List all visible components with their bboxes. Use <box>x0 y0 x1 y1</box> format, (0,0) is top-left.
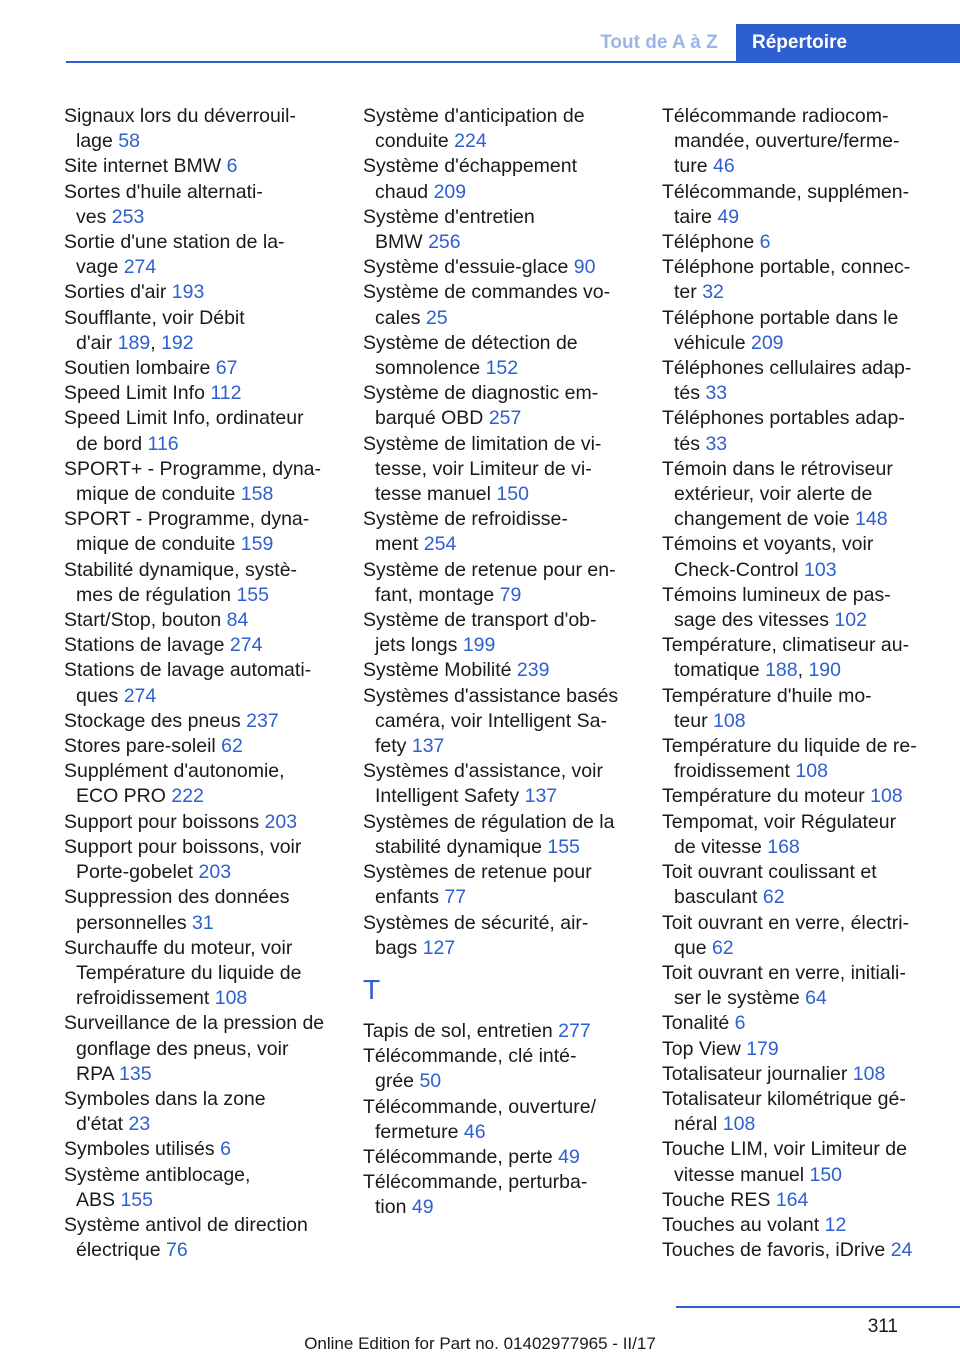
index-entry <box>662 911 934 961</box>
page-link[interactable]: 152 <box>485 357 519 380</box>
page-link[interactable]: 33 <box>705 432 728 455</box>
page-link[interactable]: 76 <box>165 1239 188 1262</box>
index-entry <box>662 1087 934 1137</box>
page-link[interactable]: 150 <box>496 483 529 506</box>
page-link[interactable]: 64 <box>805 987 827 1010</box>
page-link[interactable]: 190 <box>808 659 841 682</box>
index-term: Télécommande, perturba- tion <box>363 1171 588 1219</box>
index-term: Touche LIM, voir Limiteur de vitesse manuel <box>662 1138 907 1186</box>
index-term: Start/Stop, bouton <box>64 609 227 632</box>
index-term: Système de commandes vo- cales <box>363 281 611 329</box>
index-entry <box>64 835 336 885</box>
index-entry: Soufflante, voir Débit d'air 189, 192 <box>64 306 245 354</box>
index-term: Speed Limit Info, ordinateur de bord <box>64 407 304 455</box>
index-entry <box>662 961 934 1011</box>
index-entry <box>363 104 635 154</box>
index-term: Témoin dans le rétroviseur extérieur, voir alerte de changement de voie <box>662 457 893 531</box>
page-link[interactable]: 12 <box>824 1213 847 1236</box>
index-term: Site internet BMW <box>64 155 227 178</box>
index-entry <box>64 658 336 708</box>
index-term: Température du moteur <box>662 785 871 808</box>
index-entry <box>662 1062 934 1087</box>
index-entry <box>662 684 934 734</box>
index-entry <box>662 356 934 406</box>
index-term: Stockage des pneus <box>64 709 247 732</box>
index-entry <box>662 255 934 305</box>
page-link[interactable]: 193 <box>171 281 205 304</box>
index-term: Symboles dans la zone d'état <box>64 1087 266 1136</box>
page-link[interactable]: 46 <box>463 1120 486 1143</box>
index-term: Toit ouvrant en verre, initiali- ser le système <box>662 961 906 1010</box>
index-entry <box>64 381 336 406</box>
index-entry <box>363 205 635 255</box>
page-link[interactable]: 150 <box>809 1163 843 1186</box>
index-entry <box>64 734 336 759</box>
index-term: Témoins lumineux de pas- sage des vitesses <box>662 583 891 632</box>
page-link[interactable]: 203 <box>264 810 298 833</box>
page-link[interactable]: 155 <box>236 583 269 606</box>
index-term: Systèmes d'assistance, voir Intelligent Safety <box>363 760 603 808</box>
index-entry <box>363 154 635 204</box>
page-link[interactable]: 46 <box>713 155 735 178</box>
index-term: Système de refroidisse- ment <box>363 508 568 556</box>
index-term: SPORT - Programme, dyna- mique de conduite <box>64 508 310 556</box>
index-term: Systèmes de sécurité, air- bags <box>363 911 589 959</box>
index-term: Sorties d'air <box>64 281 172 304</box>
page-link[interactable]: 209 <box>750 331 784 354</box>
index-entry <box>64 885 336 935</box>
index-entry <box>662 583 934 633</box>
index-term: Système d'entretien BMW <box>363 205 535 254</box>
page-link[interactable]: 224 <box>454 130 487 153</box>
index-term: Stores pare-soleil <box>64 735 222 758</box>
index-entry <box>363 658 635 683</box>
index-term: Soutien lombaire <box>64 357 216 380</box>
index-entry <box>64 457 336 507</box>
index-term: Supplément d'autonomie, ECO PRO <box>64 760 285 808</box>
index-term: Surveillance de la pression de gonflage des pneus, voir RPA <box>64 1012 325 1085</box>
index-term: Témoins et voyants, voir Check-Control <box>662 533 874 581</box>
index-term: Systèmes d'assistance basés caméra, voir Intelligent Sa- fety <box>363 684 619 758</box>
index-entry <box>662 784 934 809</box>
index-entry <box>64 356 336 381</box>
index-term: Système de limitation de vi- tesse, voir Limiteur de vi- tesse manuel <box>363 432 602 506</box>
index-entry <box>363 759 635 809</box>
index-entry <box>363 1044 635 1094</box>
index-term: Systèmes de retenue pour enfants <box>363 861 592 909</box>
page-link[interactable]: 237 <box>246 709 279 732</box>
index-column-3 <box>662 104 934 1263</box>
page-link[interactable]: 135 <box>119 1062 152 1085</box>
index-term: Température d'huile mo- teur <box>662 684 872 732</box>
page-link[interactable]: 108 <box>870 785 903 808</box>
index-entry <box>363 1170 635 1220</box>
index-term: Touches au volant <box>662 1213 825 1236</box>
page-link[interactable]: 192 <box>161 331 194 354</box>
index-entry <box>662 532 934 582</box>
edition-note: Online Edition for Part no. 01402977965 - II/17 <box>304 1334 656 1353</box>
index-term: Tempomat, voir Régulateur de vitesse <box>662 810 897 858</box>
page-link[interactable]: 67 <box>215 357 238 380</box>
page-link[interactable]: 108 <box>852 1062 886 1085</box>
index-entry <box>662 1188 934 1213</box>
index-entry <box>662 810 934 860</box>
page-link[interactable]: 6 <box>226 155 238 178</box>
index-term: Support pour boissons, voir Porte-gobelet <box>64 835 302 884</box>
index-term: Symboles utilisés <box>64 1138 221 1161</box>
page-link[interactable]: 137 <box>411 735 445 758</box>
page-link[interactable]: 274 <box>123 684 157 707</box>
index-entry <box>64 154 336 179</box>
index-entry <box>662 734 934 784</box>
index-term: Télécommande, supplémen- taire <box>662 180 910 228</box>
index-term: Système de détection de somnolence <box>363 331 578 380</box>
index-term: Sortes d'huile alternati- ves <box>64 180 263 228</box>
page-link[interactable]: 23 <box>128 1113 151 1136</box>
page-number: 311 <box>867 1316 898 1337</box>
index-term: Télécommande, perte <box>363 1145 559 1168</box>
index-entry <box>363 507 635 557</box>
index-entry <box>662 230 934 255</box>
index-entry <box>64 280 336 305</box>
index-entry <box>363 255 635 280</box>
index-term: Signaux lors du déverrouil- lage <box>64 105 296 153</box>
page-link[interactable]: 256 <box>428 231 461 254</box>
tab-repertoire[interactable]: Répertoire <box>736 24 960 62</box>
page-link[interactable]: 179 <box>746 1037 779 1060</box>
page-link[interactable]: 222 <box>171 785 204 808</box>
index-term: Toit ouvrant en verre, électri- que <box>662 911 910 959</box>
index-column-2 <box>363 104 635 1221</box>
page-link[interactable]: 137 <box>524 785 558 808</box>
index-term: Système antiblocage, ABS <box>64 1163 251 1211</box>
index-entry <box>662 457 934 533</box>
index-entry <box>363 1095 635 1145</box>
page-link[interactable]: 159 <box>240 533 274 556</box>
index-entry <box>662 1238 934 1263</box>
index-entry <box>64 230 336 280</box>
index-term: Touche RES <box>662 1188 776 1211</box>
page-link[interactable]: 6 <box>734 1012 746 1035</box>
index-term: Système antivol de direction électrique <box>64 1213 308 1262</box>
index-term: Télécommande radiocom- mandée, ouverture/ferme- ture <box>662 105 900 178</box>
index-term: Systèmes de régulation de la stabilité dynamique <box>363 810 615 858</box>
index-entry <box>363 432 635 508</box>
page-link[interactable]: 112 <box>210 382 242 405</box>
page-link[interactable]: 168 <box>767 835 800 858</box>
page-link[interactable]: 274 <box>229 634 263 657</box>
index-entry <box>363 381 635 431</box>
tab-tout-de-a-a-z[interactable]: Tout de A à Z <box>600 32 718 53</box>
page-link[interactable]: 108 <box>722 1113 756 1136</box>
page-link[interactable]: 253 <box>111 205 145 228</box>
page-link[interactable]: 90 <box>573 256 596 279</box>
index-term: Tapis de sol, entretien <box>363 1019 559 1042</box>
index-term: SPORT+ - Programme, dyna- mique de conduite <box>64 457 322 506</box>
page-link[interactable]: 6 <box>759 231 771 254</box>
index-entry <box>363 911 635 961</box>
index-entry <box>363 608 635 658</box>
page-link[interactable]: 199 <box>462 634 496 657</box>
page-link[interactable]: 127 <box>422 936 456 959</box>
index-term: Toit ouvrant coulissant et basculant <box>662 861 877 909</box>
index-entry <box>363 1145 635 1170</box>
page-link[interactable]: 108 <box>214 987 248 1010</box>
page-link[interactable]: 84 <box>226 609 249 632</box>
page-link[interactable]: 31 <box>192 911 214 934</box>
page-link[interactable]: 108 <box>713 709 746 732</box>
index-term: Stations de lavage <box>64 634 230 657</box>
index-term: Système d'échappement chaud <box>363 155 578 203</box>
index-entry <box>363 860 635 910</box>
page-link[interactable]: 33 <box>705 382 728 405</box>
index-term: Stabilité dynamique, systè- mes de régulation <box>64 558 298 606</box>
index-entry <box>64 633 336 658</box>
page-link[interactable]: 239 <box>516 659 550 682</box>
index-term: Téléphone <box>662 231 760 254</box>
index-entry <box>64 936 336 1012</box>
page-link[interactable]: 103 <box>804 558 837 581</box>
page-link[interactable]: 155 <box>120 1188 153 1211</box>
index-entry <box>363 810 635 860</box>
footer-divider <box>676 1306 960 1308</box>
index-entry <box>64 104 336 154</box>
page-link[interactable]: 203 <box>198 861 232 884</box>
index-term: Support pour boissons <box>64 810 265 833</box>
page-link[interactable]: 277 <box>558 1019 591 1042</box>
index-term: Soufflante, voir Débit d'air <box>64 306 245 354</box>
index-entry <box>363 280 635 330</box>
index-term: Stations de lavage automati- ques <box>64 659 312 707</box>
index-term: Téléphone portable, connec- ter <box>662 256 911 304</box>
section-letter: T <box>363 973 381 1005</box>
index-entry <box>363 558 635 608</box>
page-link[interactable]: 116 <box>147 432 179 455</box>
index-term: Speed Limit Info <box>64 382 211 405</box>
page-link[interactable]: 257 <box>488 407 522 430</box>
index-entry <box>662 1037 934 1062</box>
header-divider <box>66 61 960 63</box>
index-term: Système d'essuie-glace <box>363 256 574 279</box>
page-link[interactable]: 49 <box>411 1196 434 1219</box>
index-entry <box>662 1137 934 1187</box>
page-link[interactable]: 77 <box>444 886 467 909</box>
page-link[interactable]: 102 <box>834 609 867 632</box>
index-term: Système de transport d'ob- jets longs <box>363 609 597 657</box>
page-link[interactable]: 24 <box>890 1239 913 1262</box>
index-term: Totalisateur journalier <box>662 1062 853 1085</box>
index-entry <box>64 608 336 633</box>
index-entry: Température, climatiseur au- tomatique 188, 190 <box>662 634 910 682</box>
index-entry <box>64 1213 336 1263</box>
index-entry <box>662 860 934 910</box>
page-link[interactable]: 49 <box>717 205 740 228</box>
index-entry <box>64 1011 336 1087</box>
page-link[interactable]: 50 <box>419 1070 442 1093</box>
index-term: Température, climatiseur au- tomatique <box>662 634 910 682</box>
page-link[interactable]: 25 <box>425 306 448 329</box>
page-link[interactable]: 158 <box>240 483 274 506</box>
page-link[interactable]: 164 <box>775 1188 809 1211</box>
index-entry <box>662 1213 934 1238</box>
index-entry <box>662 306 934 356</box>
index-entry <box>64 1163 336 1213</box>
index-term: Système Mobilité <box>363 659 517 682</box>
page-link[interactable]: 49 <box>558 1145 580 1168</box>
page-link[interactable]: 58 <box>118 130 140 153</box>
page-link[interactable]: 62 <box>762 886 785 909</box>
index-term: Touches de favoris, iDrive <box>662 1239 891 1262</box>
index-term: Suppression des données personnelles <box>64 886 290 934</box>
index-entry <box>64 810 336 835</box>
index-column-1 <box>64 104 336 1263</box>
page-link[interactable]: 148 <box>855 508 888 531</box>
index-term: Téléphone portable dans le véhicule <box>662 306 899 354</box>
index-term: Système de diagnostic em- barqué OBD <box>363 382 599 430</box>
index-entry <box>363 331 635 381</box>
page-link[interactable]: 188 <box>765 659 798 682</box>
page-link[interactable]: 32 <box>702 281 724 304</box>
index-entry <box>662 406 934 456</box>
page-link[interactable]: 155 <box>547 835 580 858</box>
page-link[interactable]: 189 <box>117 331 151 354</box>
index-term: Système de retenue pour en- fant, montage <box>363 558 616 606</box>
page-link[interactable]: 254 <box>423 533 457 556</box>
page-link[interactable]: 62 <box>221 735 243 758</box>
page-link[interactable]: 274 <box>123 256 157 279</box>
index-entry <box>64 558 336 608</box>
index-entry <box>662 1011 934 1036</box>
index-term: Top View <box>662 1037 747 1060</box>
index-term: Totalisateur kilométrique gé- néral <box>662 1087 906 1136</box>
index-entry <box>363 684 635 760</box>
index-term: Système d'anticipation de conduite <box>363 105 585 153</box>
index-entry <box>662 180 934 230</box>
index-entry <box>64 1137 336 1162</box>
page-link[interactable]: 6 <box>220 1138 231 1161</box>
index-term: Sortie d'une station de la- vage <box>64 231 285 279</box>
index-entry <box>662 104 934 180</box>
index-term: Température du liquide de re- froidissement <box>662 735 917 783</box>
index-term: Télécommande, ouverture/ fermeture <box>363 1095 597 1143</box>
index-term: Tonalité <box>662 1012 735 1035</box>
page-link[interactable]: 209 <box>433 180 467 203</box>
page-link[interactable]: 62 <box>711 936 734 959</box>
index-entry <box>64 1087 336 1137</box>
index-entry <box>64 507 336 557</box>
index-entry <box>64 709 336 734</box>
index-term: Surchauffe du moteur, voir Température du liquide de refroidissement <box>64 936 302 1010</box>
index-term: Télécommande, clé inté- grée <box>363 1045 577 1093</box>
page-link[interactable]: 79 <box>499 583 522 606</box>
index-term: Téléphones cellulaires adap- tés <box>662 357 912 405</box>
index-term: Téléphones portables adap- tés <box>662 407 905 455</box>
index-entry <box>64 759 336 809</box>
page-link[interactable]: 108 <box>795 760 828 783</box>
index-entry <box>64 180 336 230</box>
index-entry <box>64 406 336 456</box>
index-entry <box>363 1019 635 1044</box>
